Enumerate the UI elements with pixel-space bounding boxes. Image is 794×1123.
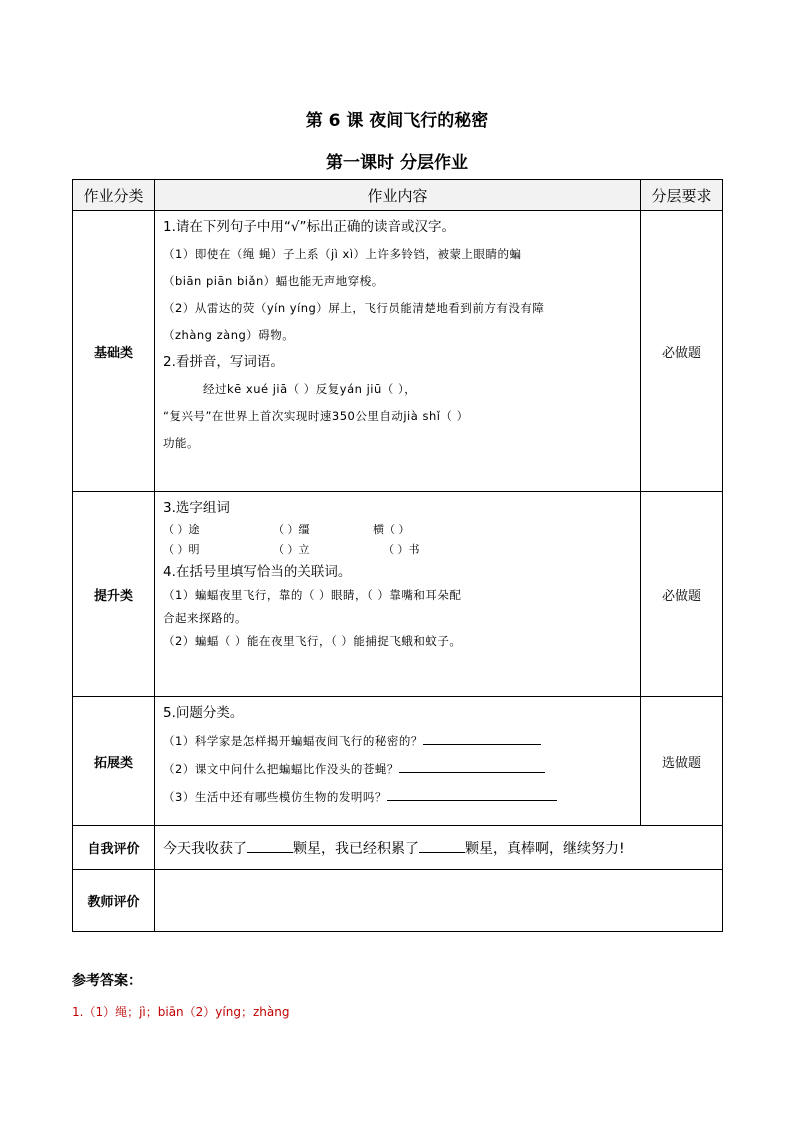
question-1-1a: （1）即使在（绳 蝇）子上系（jì xì）上许多铃铛，被蒙上眼睛的蝙 [163, 247, 522, 261]
self-eval-text-2: 颗星，我已经积累了 [293, 840, 419, 857]
question-5-2-text: （2）课文中问什么把蝙蝠比作没头的苍蝇？ [163, 762, 399, 776]
content-basic [155, 211, 641, 492]
question-5: 5.问题分类。 [163, 705, 244, 721]
word-blank: （ ）立 [273, 543, 310, 556]
question-4-2: （2）蝙蝠（ ）能在夜里飞行，（ ）能捕捉飞蛾和蚊子。 [163, 634, 462, 648]
category-improve: 提升类 [73, 492, 155, 697]
table-row-basic [73, 211, 723, 492]
category-self-eval: 自我评价 [73, 826, 155, 870]
word-blank: （ ）明 [163, 543, 200, 556]
content-extend [155, 697, 641, 826]
self-eval-text-3: 颗星，真棒啊，继续努力! [465, 840, 625, 857]
question-5-1 [163, 730, 632, 751]
table-row-extend [73, 697, 723, 826]
header-category: 作业分类 [73, 180, 155, 211]
question-2-a: 经过kē xué jiā（ ）反复yán jiū（ ）， [203, 382, 417, 396]
self-eval-content [155, 826, 723, 870]
stars-earned-blank[interactable] [247, 838, 293, 853]
word-blank: （ ）缰 [273, 523, 310, 536]
header-requirement: 分层要求 [641, 180, 723, 211]
category-extend: 拓展类 [73, 697, 155, 826]
answer-blank[interactable] [387, 786, 557, 801]
table-row-self-eval [73, 826, 723, 870]
table-row-teacher-eval [73, 870, 723, 932]
word-blank: 横（ ） [373, 523, 410, 536]
teacher-eval-content[interactable] [155, 870, 723, 932]
word-blank: （ ）书 [383, 543, 420, 556]
requirement-extend: 选做题 [641, 697, 723, 826]
table-header-row [73, 180, 723, 211]
homework-table [72, 179, 723, 932]
header-content: 作业内容 [155, 180, 641, 211]
answer-blank[interactable] [423, 730, 541, 745]
question-3: 3.选字组词 [163, 500, 230, 516]
answers-heading: 参考答案： [72, 973, 142, 989]
question-1-1b: （biān piān biǎn）蝠也能无声地穿梭。 [163, 274, 384, 288]
category-basic: 基础类 [73, 211, 155, 492]
table-row-improve [73, 492, 723, 697]
question-3-row2 [163, 540, 632, 560]
requirement-basic: 必做题 [641, 211, 723, 492]
page-subtitle: 第一课时 分层作业 [326, 153, 468, 173]
question-4-1a: （1）蝙蝠夜里飞行，靠的（ ）眼睛，（ ）靠嘴和耳朵配 [163, 588, 462, 602]
question-1-2b: （zhàng zàng）碍物。 [163, 328, 295, 342]
question-3-row1 [163, 520, 632, 540]
question-4: 4.在括号里填写恰当的关联词。 [163, 564, 352, 580]
self-eval-text-1: 今天我收获了 [163, 840, 247, 857]
question-5-3-text: （3）生活中还有哪些模仿生物的发明吗？ [163, 790, 387, 804]
question-5-2 [163, 758, 632, 779]
question-5-3 [163, 786, 632, 807]
question-2-c: 功能。 [163, 436, 199, 450]
question-2: 2.看拼音，写词语。 [163, 354, 284, 370]
question-2-b: “复兴号”在世界上首次实现时速350公里自动jià shǐ（ ） [163, 409, 469, 423]
question-4-1b: 合起来探路的。 [163, 611, 247, 625]
page-title: 第 6 课 夜间飞行的秘密 [305, 111, 489, 131]
question-5-1-text: （1）科学家是怎样揭开蝙蝠夜间飞行的秘密的？ [163, 734, 423, 748]
question-1: 1.请在下列句子中用“√”标出正确的读音或汉字。 [163, 219, 455, 235]
answer-blank[interactable] [399, 758, 545, 773]
requirement-improve: 必做题 [641, 492, 723, 697]
word-blank: （ ）途 [163, 523, 200, 536]
answers-line-1: 1.（1）绳；jì；biān（2）yíng；zhàng [72, 1005, 290, 1019]
category-teacher-eval: 教师评价 [73, 870, 155, 932]
question-1-2a: （2）从雷达的荧（yín yíng）屏上，飞行员能清楚地看到前方有没有障 [163, 301, 545, 315]
content-improve [155, 492, 641, 697]
stars-total-blank[interactable] [419, 838, 465, 853]
